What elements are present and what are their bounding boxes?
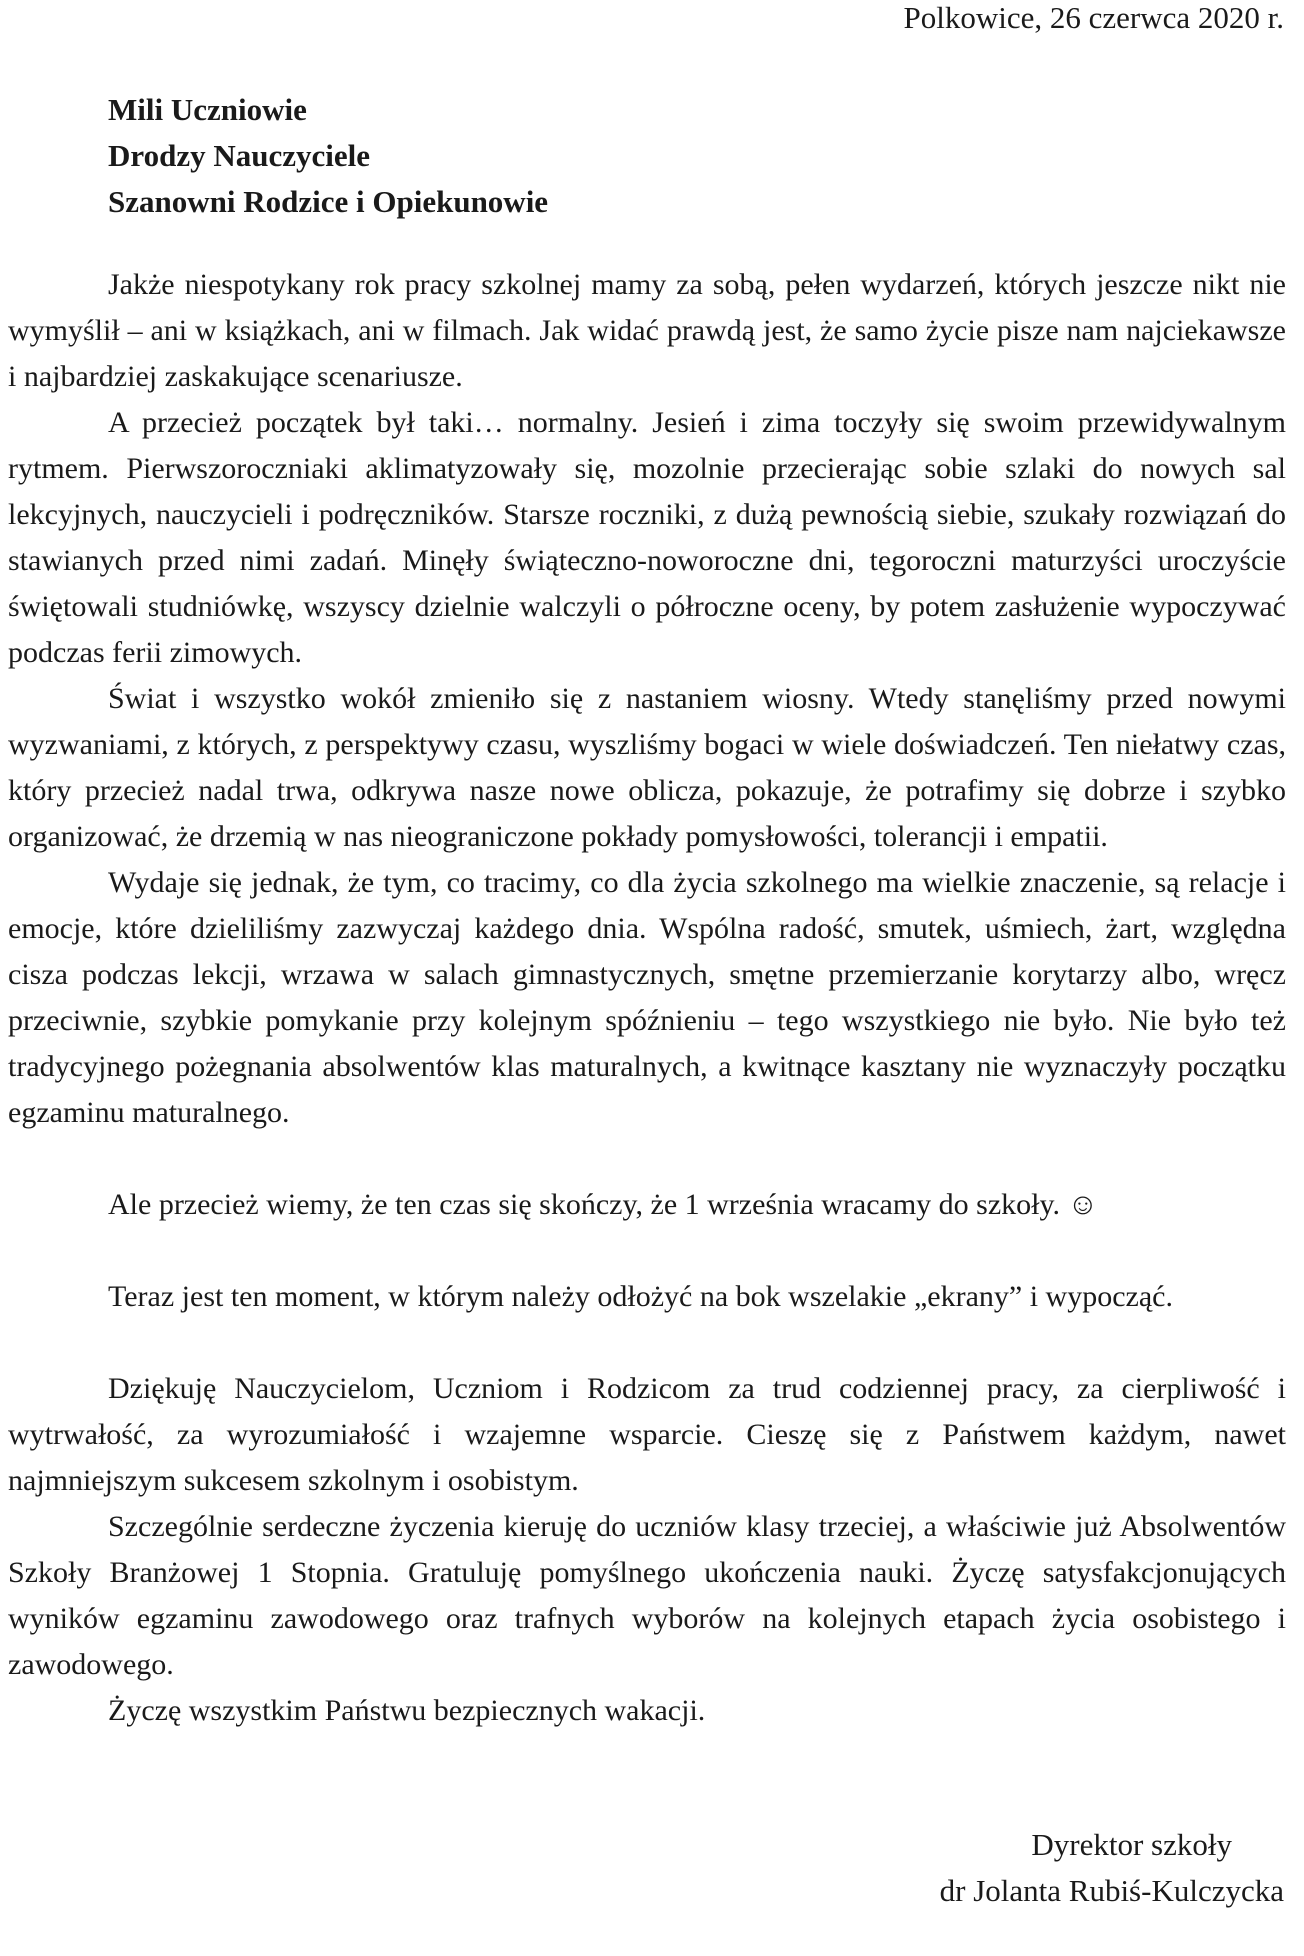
paragraph-wishes: Życzę wszystkim Państwu bezpiecznych wakacji.	[108, 1694, 706, 1727]
paragraph-rest: Teraz jest ten moment, w którym należy odłożyć na bok wszelakie „ekrany” i wypocząć.	[108, 1280, 1173, 1313]
salutation-line-parents: Szanowni Rodzice i Opiekunowie	[108, 184, 549, 219]
paragraph-graduates: Szczególnie serdeczne życzenia kieruję do uczniów klasy trzeciej, a właściwie już Absolwentów Szkoły Branżowej 1 Stopnia. Gratuluję pomyślnego ukończenia nauki. Życzę satysfakcjonujących wyników egzaminu zawodowego oraz trafnych wyborów na kolejnych etapach życia osobistego i zawodowego.	[8, 1510, 1286, 1681]
paragraph-thanks: Dziękuję Nauczycielom, Uczniom i Rodzicom za trud codziennej pracy, za cierpliwość i wytrwałość, za wyrozumiałość i wzajemne wsparcie. Cieszę się z Państwem każdym, nawet najmniejszym sukcesem szkolnym i osobistym.	[8, 1372, 1286, 1497]
signature-block	[940, 1822, 1284, 1914]
salutation-line-teachers: Drodzy Nauczyciele	[108, 138, 370, 173]
paragraph-spring: Świat i wszystko wokół zmieniło się z nastaniem wiosny. Wtedy stanęliśmy przed nowymi wyzwaniami, z których, z perspektywy czasu, wyszliśmy bogaci w wiele doświadczeń. Ten niełatwy czas, który przecież nadal trwa, odkrywa nasze nowe oblicza, pokazuje, że potrafimy się dobrze i szybko organizować, że drzemią w nas nieograniczone pokłady pomysłowości, tolerancji i empatii.	[8, 682, 1286, 853]
salutation-block	[108, 87, 548, 225]
paragraph-september: Ale przecież wiemy, że ten czas się skończy, że 1 września wracamy do szkoły. ☺	[108, 1188, 1099, 1221]
signature-name: dr Jolanta Rubiś-Kulczycka	[939, 1873, 1284, 1908]
letter-body	[8, 262, 1286, 1734]
paragraph-intro: Jakże niespotykany rok pracy szkolnej mamy za sobą, pełen wydarzeń, których jeszcze nikt nie wymyślił – ani w książkach, ani w filmach. Jak widać prawdą jest, że samo życie pisze nam najciekawsze i najbardziej zaskakujące scenariusze.	[8, 268, 1286, 393]
salutation-line-students: Mili Uczniowie	[108, 92, 307, 127]
letter-date: Polkowice, 26 czerwca 2020 r.	[903, 0, 1284, 35]
signature-title: Dyrektor szkoły	[1031, 1827, 1232, 1862]
paragraph-autumn-winter: A przecież początek był taki… normalny. Jesień i zima toczyły się swoim przewidywalnym rytmem. Pierwszoroczniaki aklimatyzowały się, mozolnie przecierając sobie szlaki do nowych sal lekcyjnych, nauczycieli i podręczników. Starsze roczniki, z dużą pewnością siebie, szukały rozwiązań do stawianych przed nimi zadań. Minęły świąteczno-noworoczne dni, tegoroczni maturzyści uroczyście świętowali studniówkę, wszyscy dzielnie walczyli o półroczne oceny, by potem zasłużenie wypoczywać podczas ferii zimowych.	[8, 406, 1286, 669]
paragraph-losses: Wydaje się jednak, że tym, co tracimy, co dla życia szkolnego ma wielkie znaczenie, są relacje i emocje, które dzieliliśmy zazwyczaj każdego dnia. Wspólna radość, smutek, uśmiech, żart, względna cisza podczas lekcji, wrzawa w salach gimnastycznych, smętne przemierzanie korytarzy albo, wręcz przeciwnie, szybkie pomykanie przy kolejnym spóźnieniu – tego wszystkiego nie było. Nie było też tradycyjnego pożegnania absolwentów klas maturalnych, a kwitnące kasztany nie wyznaczyły początku egzaminu maturalnego.	[8, 866, 1286, 1129]
